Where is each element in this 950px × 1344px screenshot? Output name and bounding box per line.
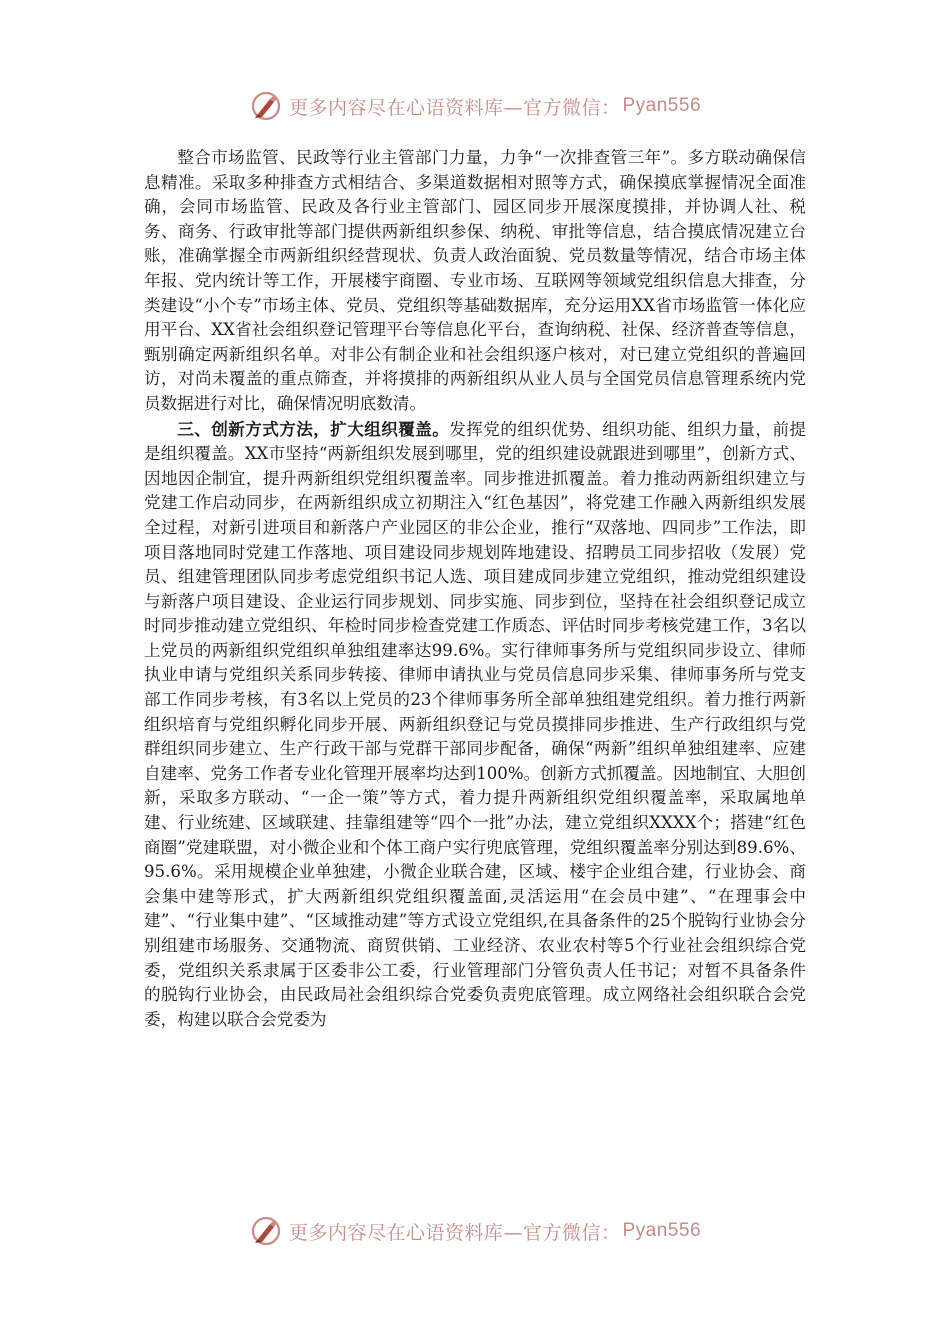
section-heading-3: 三、创新方式方法，扩大组织覆盖。 <box>177 418 450 439</box>
footer-watermark <box>0 1211 950 1251</box>
header-watermark <box>0 86 950 126</box>
paragraph-1: 整合市场监管、民政等行业主管部门力量，力争“一次排查管三年”。多方联动确保信息精准。采取多种排查方式相结合、多渠道数据相对照等方式，确保摸底掌握情况全面准确，会同市场监管、民政及各行业主管部门、园区同步开展深度摸排，并协调人社、税务、商务、行政审批等部门提供两新组织参保、纳税、审批等信息，结合摸底情况建立台账，准确掌握全市两新组织经营现状、负责人政治面貌、党员数量等情况，结合市场主体年报、党内统计等工作，开展楼宇商圈、专业市场、互联网等领域党组织信息大排查，分类建设“小个专”市场主体、党员、党组织等基础数据库，充分运用XX省市场监管一体化应用平台、XX省社会组织登记管理平台等信息化平台，查询纳税、社保、经济普查等信息，甄别确定两新组织名单。对非公有制企业和社会组织逐户核对，对已建立党组织的普遍回访，对尚未覆盖的重点筛查，并将摸排的两新组织从业人员与全国党员信息管理系统内党员数据进行对比，确保情况明底数清。 <box>144 148 806 413</box>
watermark-wechat-id: Pyan556 <box>622 95 702 116</box>
watermark-wechat-id: Pyan556 <box>622 1220 702 1241</box>
paragraph-2 <box>144 417 806 1033</box>
pen-nib-logo-icon <box>249 1214 283 1248</box>
pen-nib-logo-icon <box>249 89 283 123</box>
watermark-text: 更多内容尽在心语资料库—官方微信： <box>288 96 621 119</box>
watermark-text: 更多内容尽在心语资料库—官方微信： <box>288 1221 621 1244</box>
paragraph-2-body: 发挥党的组织优势、组织功能、组织力量，前提是组织覆盖。XX市坚持“两新组织发展到哪里，党的组织建设就跟进到哪里”，创新方式、因地因企制宜，提升两新组织党组织覆盖率。同步推进抓覆盖。着力推动两新组织建立与党建工作启动同步，在两新组织成立初期注入“红色基因”，将党建工作融入两新组织发展全过程，对新引进项目和新落户产业园区的非公企业，推行“双落地、四同步”工作法，即项目落地同时党建工作落地、项目建设同步规划阵地建设、招聘员工同步招收（发展）党员、组建管理团队同步考虑党组织书记人选、项目建成同步建立党组织，推动党组织建设与新落户项目建设、企业运行同步规划、同步实施、同步到位，坚持在社会组织登记成立时同步推动建立党组织、年检时同步检查党建工作质态、评估时同步考核党建工作，3名以上党员的两新组织党组织单独组建率达99.6%。实行律师事务所与党组织同步设立、律师执业申请与党组织关系同步转接、律师申请执业与党员信息同步采集、律师事务所与党支部工作同步考核，有3名以上党员的23个律师事务所全部单独组建党组织。着力推行两新组织培育与党组织孵化同步开展、两新组织登记与党员摸排同步推进、生产行政组织与党群组织同步建立、生产行政干部与党群干部同步配备，确保“两新”组织单独组建率、应建自建率、党务工作者专业化管理开展率均达到100%。创新方式抓覆盖。因地制宜、大胆创新，采取多方联动、“一企一策”等方式，着力提升两新组织党组织覆盖率，采取属地单建、行业统建、区域联建、挂靠组建等“四个一批”办法，建立党组织XXXX个；搭建“红色商圈”党建联盟，对小微企业和个体工商户实行兜底管理，党组织覆盖率分别达到89.6%、95.6%。采用规模企业单独建，小微企业联合建，区域、楼宇企业组合建，行业协会、商会集中建等形式，扩大两新组织党组织覆盖面,灵活运用“在会员中建”、“在理事会中建”、“行业集中建”、“区域推动建”等方式设立党组织,在具备条件的25个脱钩行业协会分别组建市场服务、交通物流、商贸供销、工业经济、农业农村等5个行业社会组织综合党委，党组织关系隶属于区委非公工委，行业管理部门分管负责人任书记；对暂不具备条件的脱钩行业协会，由民政局社会组织综合党委负责兜底管理。成立网络社会组织联合会党委，构建以联合会党委为 <box>144 419 807 1029</box>
document-body <box>144 146 806 1032</box>
